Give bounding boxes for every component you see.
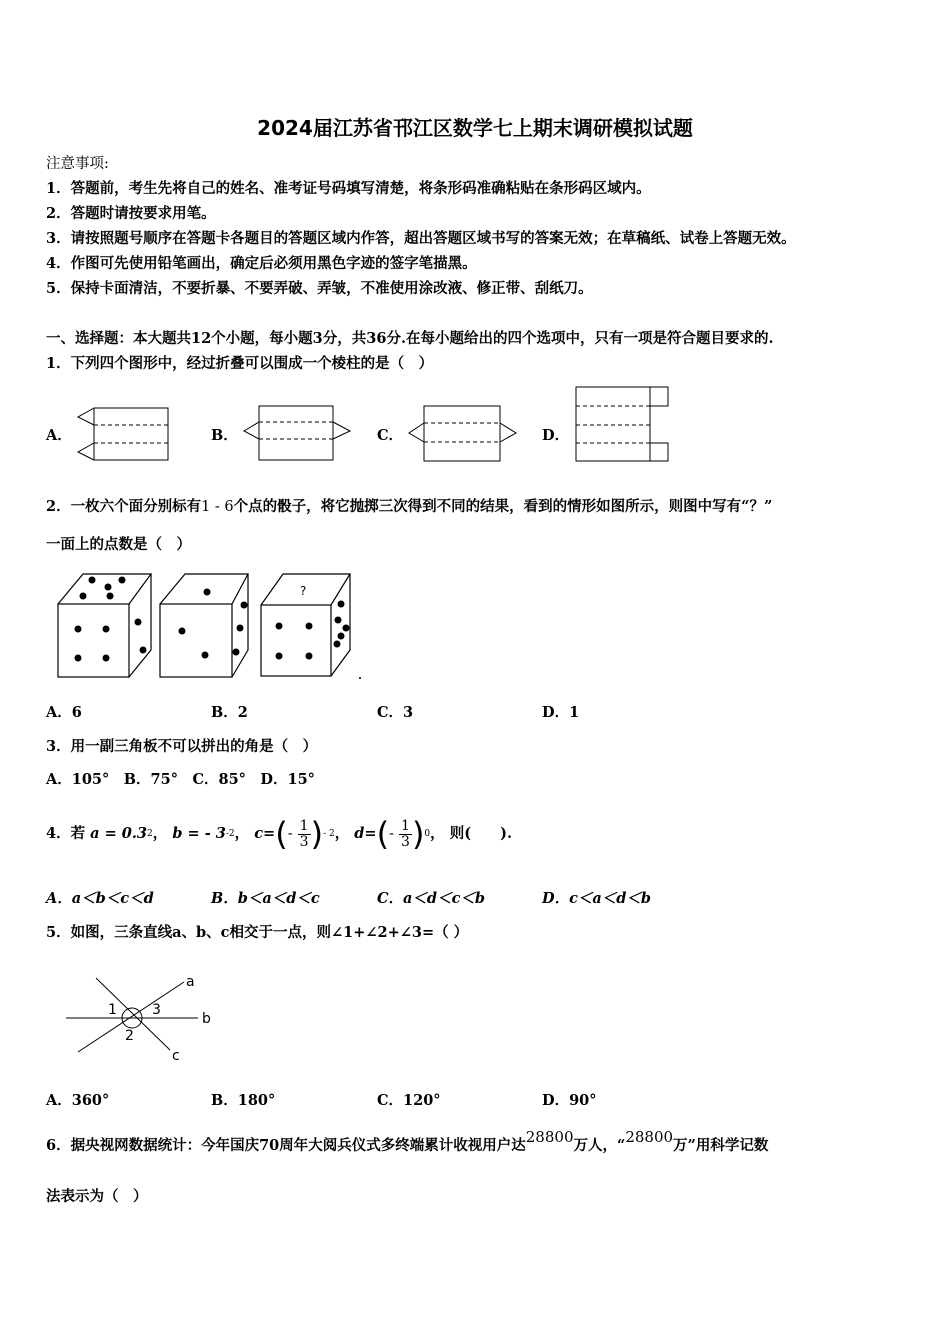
page-title: 2024届江苏省邗江区数学七上期末调研模拟试题 bbox=[257, 116, 693, 140]
notice-item-2: 2．答题时请按要求用笔。 bbox=[46, 205, 216, 222]
q2-option-a[interactable]: A．6 bbox=[46, 704, 82, 721]
q1-figure-a bbox=[74, 400, 174, 466]
q5-option-c[interactable]: C．120° bbox=[377, 1092, 441, 1109]
q1-option-a[interactable]: A． bbox=[46, 427, 72, 444]
q5-option-b[interactable]: B．180° bbox=[211, 1092, 276, 1109]
q2-question-mark: ? bbox=[300, 584, 307, 598]
q2-stem-line2: 一面上的点数是（ ） bbox=[46, 536, 191, 553]
q1-stem: 1．下列四个图形中，经过折叠可以围成一个棱柱的是（ ） bbox=[46, 355, 434, 372]
q1-figure-d bbox=[572, 384, 672, 466]
q2-option-d[interactable]: D．1 bbox=[542, 704, 580, 721]
q4-c-fraction: $\frac{1}{3}$ bbox=[299, 817, 309, 850]
notice-item-1: 1．答题前，考生先将自己的姓名、准考证号码填写清楚，将条形码准确粘贴在条形码区域内。 bbox=[46, 180, 651, 197]
q5-label-c: c bbox=[172, 1048, 180, 1064]
q4-option-d[interactable]: D．c＜a＜d＜b bbox=[542, 890, 652, 907]
notice-item-4: 4．作图可先使用铅笔画出，确定后必须用黑色字迹的签字笔描黑。 bbox=[46, 255, 477, 272]
q1-figure-c bbox=[405, 400, 520, 466]
q3-options[interactable]: A．105° B．75° C．85° D．15° bbox=[46, 771, 315, 788]
q5-label-b: b bbox=[202, 1011, 211, 1027]
q4-stem: 4．若 $a = 0.3^2$， b = - $3^{-2}$， c=(- $\frac{1}{3}$ )$^{- 2}$， d=(- $\frac{1}{3}$ )$^0$， 则( ). bbox=[46, 815, 512, 853]
q2-stem-line1: 2．一枚六个面分别标有1 - 6个点的骰子，将它抛掷三次得到不同的结果，看到的情形如图所示，则图中写有“？” bbox=[46, 498, 773, 515]
notice-heading: 注意事项: bbox=[46, 156, 109, 172]
q1-option-b[interactable]: B． bbox=[211, 427, 238, 444]
q2-option-b[interactable]: B．2 bbox=[211, 704, 248, 721]
q4-option-b[interactable]: B．b＜a＜d＜c bbox=[211, 890, 320, 907]
q3-stem: 3．用一副三角板不可以拼出的角是（ ） bbox=[46, 738, 318, 755]
q4-d-fraction: $\frac{1}{3}$ bbox=[401, 817, 410, 850]
q1-figure-b bbox=[240, 400, 355, 466]
q5-label-2: 2 bbox=[125, 1028, 134, 1044]
q4-option-a[interactable]: A．a＜b＜c＜d bbox=[46, 890, 154, 907]
q1-option-d[interactable]: D． bbox=[542, 427, 570, 444]
q5-option-d[interactable]: D．90° bbox=[542, 1092, 597, 1109]
q1-option-c[interactable]: C． bbox=[377, 427, 404, 444]
q5-stem: 5．如图，三条直线a、b、c相交于一点，则∠1+∠2+∠3=（ ） bbox=[46, 924, 469, 941]
notice-item-5: 5．保持卡面清洁，不要折暴、不要弄破、弄皱，不准使用涂改液、修正带、刮纸刀。 bbox=[46, 280, 593, 297]
notice-item-3: 3．请按照题号顺序在答题卡各题目的答题区域内作答，超出答题区域书写的答案无效；在草稿纸、试卷上答题无效。 bbox=[46, 230, 796, 247]
q5-option-a[interactable]: A．360° bbox=[46, 1092, 110, 1109]
q2-dice-figure bbox=[50, 570, 370, 682]
q6-stem-line1: 6．据央视网数据统计：今年国庆70周年大阅兵仪式多终端累计收视用户达28800万人，“28800万”用科学记数 bbox=[46, 1128, 769, 1154]
section-1-heading: 一、选择题：本大题共12个小题，每小题3分，共36分.在每小题给出的四个选项中，只有一项是符合题目要求的. bbox=[46, 330, 774, 347]
q5-label-1: 1 bbox=[108, 1002, 117, 1018]
q2-option-c[interactable]: C．3 bbox=[377, 704, 414, 721]
q5-label-3: 3 bbox=[152, 1002, 161, 1018]
q5-label-a: a bbox=[186, 974, 195, 990]
q5-lines-figure bbox=[60, 968, 230, 1068]
q6-stem-line2: 法表示为（ ） bbox=[46, 1188, 148, 1205]
q4-option-c[interactable]: C．a＜d＜c＜b bbox=[377, 890, 486, 907]
